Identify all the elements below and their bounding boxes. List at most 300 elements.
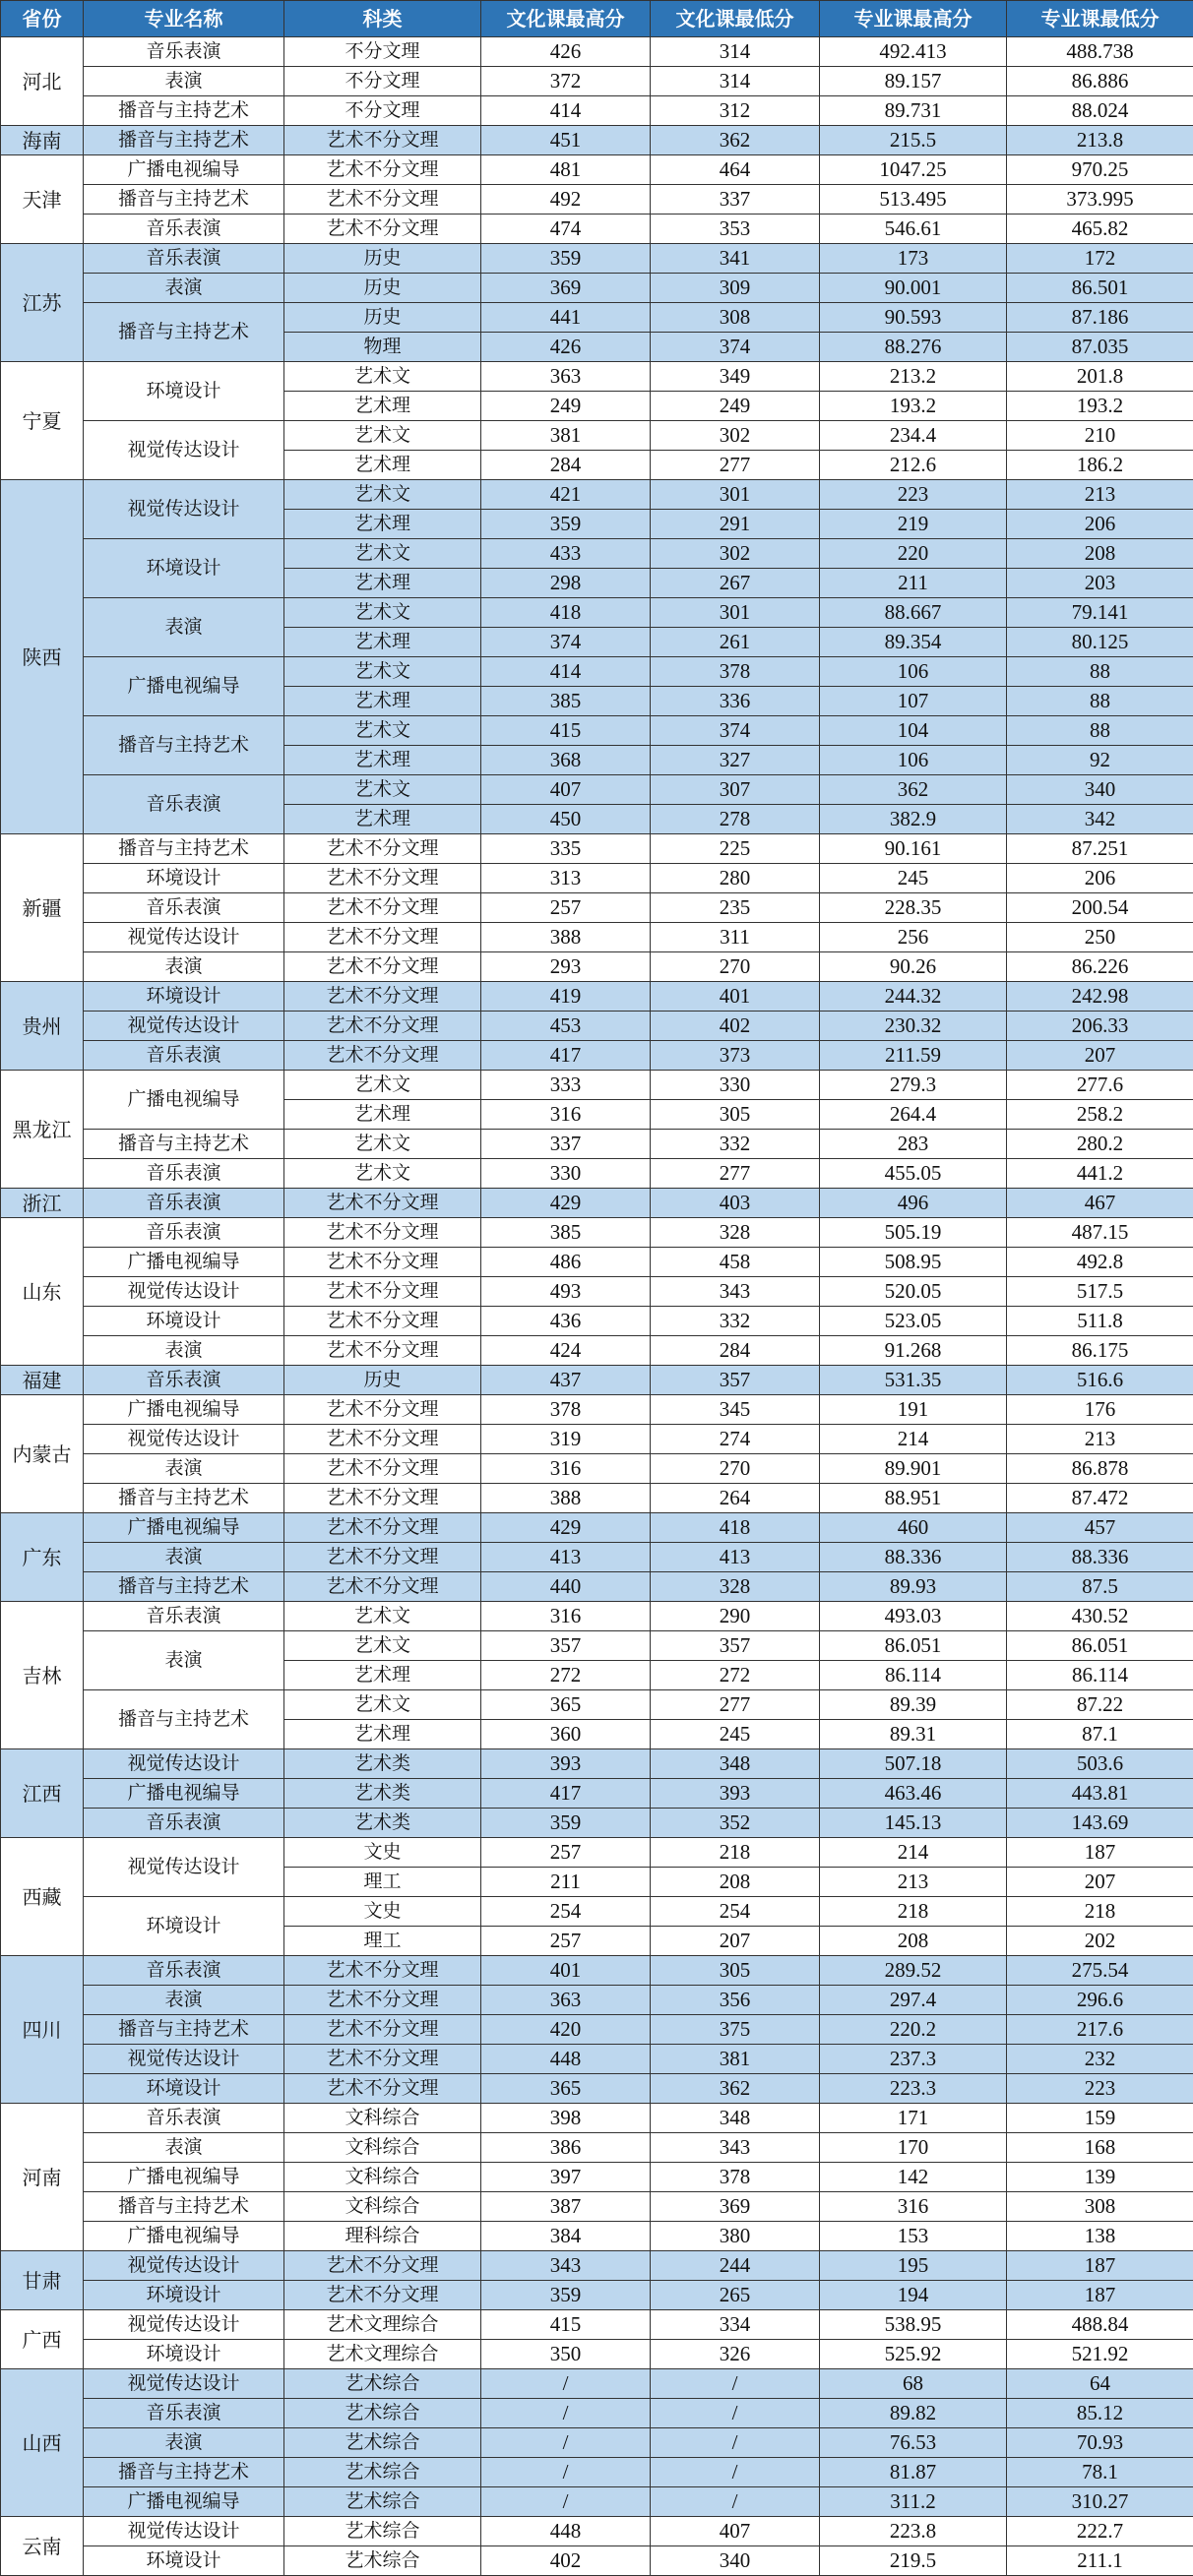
category-cell: 理科综合 bbox=[284, 2222, 481, 2251]
major-max-cell: 153 bbox=[820, 2222, 1007, 2251]
category-cell: 艺术不分文理 bbox=[284, 1336, 481, 1366]
major-max-cell: 382.9 bbox=[820, 805, 1007, 834]
culture-max-cell: 413 bbox=[481, 1543, 651, 1572]
category-cell: 艺术理 bbox=[284, 392, 481, 421]
major-cell: 播音与主持艺术 bbox=[84, 185, 284, 215]
culture-min-cell: 290 bbox=[651, 1602, 820, 1631]
culture-min-cell: 265 bbox=[651, 2281, 820, 2310]
culture-min-cell: / bbox=[651, 2458, 820, 2487]
table-row bbox=[1, 362, 1193, 392]
culture-max-cell: / bbox=[481, 2369, 651, 2399]
culture-max-cell: 333 bbox=[481, 1071, 651, 1100]
major-cell: 视觉传达设计 bbox=[84, 2045, 284, 2074]
culture-min-cell: 375 bbox=[651, 2015, 820, 2045]
culture-min-cell: 330 bbox=[651, 1071, 820, 1100]
category-cell: 艺术不分文理 bbox=[284, 2281, 481, 2310]
culture-min-cell: 348 bbox=[651, 2104, 820, 2133]
province-cell: 宁夏 bbox=[1, 362, 84, 480]
culture-min-cell: 312 bbox=[651, 96, 820, 126]
category-cell: 艺术不分文理 bbox=[284, 923, 481, 952]
major-min-cell: 86.878 bbox=[1007, 1454, 1193, 1484]
category-cell: 艺术文 bbox=[284, 1130, 481, 1159]
major-cell: 播音与主持艺术 bbox=[84, 2458, 284, 2487]
culture-min-cell: 208 bbox=[651, 1868, 820, 1897]
culture-min-cell: 458 bbox=[651, 1248, 820, 1277]
major-min-cell: 87.251 bbox=[1007, 834, 1193, 864]
table-row bbox=[1, 96, 1193, 126]
table-row bbox=[1, 2222, 1193, 2251]
culture-max-cell: 330 bbox=[481, 1159, 651, 1189]
major-cell: 音乐表演 bbox=[84, 1189, 284, 1218]
culture-max-cell: 417 bbox=[481, 1779, 651, 1809]
province-cell: 山东 bbox=[1, 1218, 84, 1366]
culture-min-cell: 362 bbox=[651, 2074, 820, 2104]
major-cell: 播音与主持艺术 bbox=[84, 1572, 284, 1602]
major-cell: 广播电视编导 bbox=[84, 657, 284, 716]
major-min-cell: 242.98 bbox=[1007, 982, 1193, 1012]
culture-max-cell: 363 bbox=[481, 362, 651, 392]
category-cell: 艺术文 bbox=[284, 1071, 481, 1100]
major-min-cell: 222.7 bbox=[1007, 2517, 1193, 2546]
culture-min-cell: / bbox=[651, 2487, 820, 2517]
culture-min-cell: / bbox=[651, 2428, 820, 2458]
major-max-cell: 106 bbox=[820, 657, 1007, 687]
province-cell: 浙江 bbox=[1, 1189, 84, 1218]
culture-min-cell: 274 bbox=[651, 1425, 820, 1454]
culture-max-cell: 387 bbox=[481, 2192, 651, 2222]
table-row bbox=[1, 2015, 1193, 2045]
category-cell: 物理 bbox=[284, 333, 481, 362]
culture-min-cell: 284 bbox=[651, 1336, 820, 1366]
culture-max-cell: 313 bbox=[481, 864, 651, 893]
major-cell: 视觉传达设计 bbox=[84, 1012, 284, 1041]
major-min-cell: 223 bbox=[1007, 2074, 1193, 2104]
major-max-cell: 211.59 bbox=[820, 1041, 1007, 1071]
category-cell: 艺术不分文理 bbox=[284, 2015, 481, 2045]
major-min-cell: 87.5 bbox=[1007, 1572, 1193, 1602]
major-max-cell: 89.901 bbox=[820, 1454, 1007, 1484]
table-row bbox=[1, 1336, 1193, 1366]
culture-max-cell: 451 bbox=[481, 126, 651, 155]
major-min-cell: 206 bbox=[1007, 510, 1193, 539]
major-max-cell: 264.4 bbox=[820, 1100, 1007, 1130]
major-min-cell: 280.2 bbox=[1007, 1130, 1193, 1159]
major-max-cell: 223 bbox=[820, 480, 1007, 510]
culture-min-cell: 267 bbox=[651, 569, 820, 598]
category-cell: 历史 bbox=[284, 303, 481, 333]
category-cell: 文科综合 bbox=[284, 2104, 481, 2133]
major-max-cell: 88.667 bbox=[820, 598, 1007, 628]
major-max-cell: 89.93 bbox=[820, 1572, 1007, 1602]
culture-max-cell: 211 bbox=[481, 1868, 651, 1897]
culture-min-cell: 380 bbox=[651, 2222, 820, 2251]
culture-max-cell: 474 bbox=[481, 215, 651, 244]
table-row bbox=[1, 2546, 1193, 2576]
province-cell: 天津 bbox=[1, 155, 84, 244]
major-cell: 视觉传达设计 bbox=[84, 480, 284, 539]
table-row bbox=[1, 1897, 1193, 1927]
culture-min-cell: 334 bbox=[651, 2310, 820, 2340]
category-cell: 艺术不分文理 bbox=[284, 2251, 481, 2281]
major-min-cell: 488.84 bbox=[1007, 2310, 1193, 2340]
major-min-cell: 176 bbox=[1007, 1395, 1193, 1425]
category-cell: 艺术不分文理 bbox=[284, 1041, 481, 1071]
culture-max-cell: 257 bbox=[481, 1927, 651, 1956]
category-cell: 艺术不分文理 bbox=[284, 1248, 481, 1277]
major-max-cell: 507.18 bbox=[820, 1749, 1007, 1779]
table-row bbox=[1, 1159, 1193, 1189]
major-cell: 广播电视编导 bbox=[84, 1071, 284, 1130]
major-max-cell: 223.8 bbox=[820, 2517, 1007, 2546]
major-min-cell: 88 bbox=[1007, 716, 1193, 746]
major-max-cell: 223.3 bbox=[820, 2074, 1007, 2104]
culture-max-cell: 337 bbox=[481, 1130, 651, 1159]
major-max-cell: 170 bbox=[820, 2133, 1007, 2163]
major-min-cell: 85.12 bbox=[1007, 2399, 1193, 2428]
province-cell: 吉林 bbox=[1, 1602, 84, 1749]
category-cell: 文科综合 bbox=[284, 2133, 481, 2163]
table-row bbox=[1, 2487, 1193, 2517]
category-cell: 艺术综合 bbox=[284, 2458, 481, 2487]
table-row bbox=[1, 421, 1193, 451]
table-row bbox=[1, 1986, 1193, 2015]
major-max-cell: 215.5 bbox=[820, 126, 1007, 155]
table-row bbox=[1, 155, 1193, 185]
col-header-category: 科类 bbox=[284, 1, 481, 37]
culture-max-cell: 418 bbox=[481, 598, 651, 628]
culture-max-cell: 493 bbox=[481, 1277, 651, 1307]
culture-max-cell: / bbox=[481, 2458, 651, 2487]
major-max-cell: 523.05 bbox=[820, 1307, 1007, 1336]
major-max-cell: 289.52 bbox=[820, 1956, 1007, 1986]
culture-max-cell: / bbox=[481, 2399, 651, 2428]
category-cell: 艺术不分文理 bbox=[284, 1395, 481, 1425]
category-cell: 艺术不分文理 bbox=[284, 952, 481, 982]
culture-max-cell: 369 bbox=[481, 274, 651, 303]
major-min-cell: 138 bbox=[1007, 2222, 1193, 2251]
col-header-culture-min: 文化课最低分 bbox=[651, 1, 820, 37]
major-cell: 广播电视编导 bbox=[84, 1248, 284, 1277]
table-row bbox=[1, 2428, 1193, 2458]
culture-min-cell: 464 bbox=[651, 155, 820, 185]
culture-max-cell: 388 bbox=[481, 1484, 651, 1513]
category-cell: 艺术不分文理 bbox=[284, 834, 481, 864]
category-cell: 艺术不分文理 bbox=[284, 2074, 481, 2104]
major-max-cell: 505.19 bbox=[820, 1218, 1007, 1248]
major-max-cell: 212.6 bbox=[820, 451, 1007, 480]
culture-max-cell: 426 bbox=[481, 333, 651, 362]
culture-min-cell: 301 bbox=[651, 598, 820, 628]
table-row bbox=[1, 244, 1193, 274]
category-cell: 艺术文 bbox=[284, 480, 481, 510]
table-row bbox=[1, 1248, 1193, 1277]
major-max-cell: 214 bbox=[820, 1425, 1007, 1454]
table-row bbox=[1, 2310, 1193, 2340]
culture-min-cell: 277 bbox=[651, 1690, 820, 1720]
major-cell: 表演 bbox=[84, 2428, 284, 2458]
major-min-cell: 70.93 bbox=[1007, 2428, 1193, 2458]
major-cell: 环境设计 bbox=[84, 2340, 284, 2369]
culture-min-cell: 336 bbox=[651, 687, 820, 716]
culture-min-cell: 418 bbox=[651, 1513, 820, 1543]
major-max-cell: 279.3 bbox=[820, 1071, 1007, 1100]
culture-max-cell: 419 bbox=[481, 982, 651, 1012]
province-cell: 云南 bbox=[1, 2517, 84, 2576]
culture-min-cell: 356 bbox=[651, 1986, 820, 2015]
major-min-cell: 275.54 bbox=[1007, 1956, 1193, 1986]
major-max-cell: 520.05 bbox=[820, 1277, 1007, 1307]
culture-max-cell: 440 bbox=[481, 1572, 651, 1602]
major-max-cell: 219 bbox=[820, 510, 1007, 539]
table-row bbox=[1, 1366, 1193, 1395]
table-row bbox=[1, 2399, 1193, 2428]
major-max-cell: 311.2 bbox=[820, 2487, 1007, 2517]
category-cell: 艺术不分文理 bbox=[284, 1425, 481, 1454]
col-header-major: 专业名称 bbox=[84, 1, 284, 37]
table-row bbox=[1, 657, 1193, 687]
culture-min-cell: 374 bbox=[651, 716, 820, 746]
category-cell: 艺术不分文理 bbox=[284, 1543, 481, 1572]
culture-max-cell: 414 bbox=[481, 96, 651, 126]
major-max-cell: 106 bbox=[820, 746, 1007, 775]
culture-min-cell: 207 bbox=[651, 1927, 820, 1956]
major-min-cell: 511.8 bbox=[1007, 1307, 1193, 1336]
major-max-cell: 460 bbox=[820, 1513, 1007, 1543]
major-max-cell: 104 bbox=[820, 716, 1007, 746]
category-cell: 文史 bbox=[284, 1838, 481, 1868]
major-max-cell: 496 bbox=[820, 1189, 1007, 1218]
major-min-cell: 970.25 bbox=[1007, 155, 1193, 185]
province-cell: 甘肃 bbox=[1, 2251, 84, 2310]
table-row bbox=[1, 1809, 1193, 1838]
table-row bbox=[1, 1690, 1193, 1720]
table-row bbox=[1, 2251, 1193, 2281]
table-row bbox=[1, 2045, 1193, 2074]
table-row bbox=[1, 480, 1193, 510]
category-cell: 艺术不分文理 bbox=[284, 1189, 481, 1218]
major-min-cell: 206.33 bbox=[1007, 1012, 1193, 1041]
culture-max-cell: 350 bbox=[481, 2340, 651, 2369]
culture-max-cell: 368 bbox=[481, 746, 651, 775]
major-min-cell: 467 bbox=[1007, 1189, 1193, 1218]
culture-min-cell: 225 bbox=[651, 834, 820, 864]
category-cell: 艺术类 bbox=[284, 1749, 481, 1779]
category-cell: 艺术类 bbox=[284, 1809, 481, 1838]
major-cell: 视觉传达设计 bbox=[84, 1425, 284, 1454]
major-min-cell: 186.2 bbox=[1007, 451, 1193, 480]
major-max-cell: 1047.25 bbox=[820, 155, 1007, 185]
category-cell: 艺术理 bbox=[284, 746, 481, 775]
culture-max-cell: 429 bbox=[481, 1513, 651, 1543]
culture-min-cell: 301 bbox=[651, 480, 820, 510]
major-max-cell: 145.13 bbox=[820, 1809, 1007, 1838]
category-cell: 艺术不分文理 bbox=[284, 1218, 481, 1248]
culture-max-cell: 249 bbox=[481, 392, 651, 421]
major-max-cell: 191 bbox=[820, 1395, 1007, 1425]
table-row bbox=[1, 1602, 1193, 1631]
table-row bbox=[1, 2517, 1193, 2546]
culture-min-cell: 402 bbox=[651, 1012, 820, 1041]
table-row bbox=[1, 1454, 1193, 1484]
table-row bbox=[1, 539, 1193, 569]
category-cell: 艺术文 bbox=[284, 1602, 481, 1631]
culture-max-cell: 415 bbox=[481, 2310, 651, 2340]
major-cell: 视觉传达设计 bbox=[84, 2310, 284, 2340]
major-cell: 环境设计 bbox=[84, 2546, 284, 2576]
major-min-cell: 86.175 bbox=[1007, 1336, 1193, 1366]
province-cell: 贵州 bbox=[1, 982, 84, 1071]
major-cell: 环境设计 bbox=[84, 982, 284, 1012]
major-max-cell: 208 bbox=[820, 1927, 1007, 1956]
major-min-cell: 373.995 bbox=[1007, 185, 1193, 215]
major-min-cell: 503.6 bbox=[1007, 1749, 1193, 1779]
major-min-cell: 87.1 bbox=[1007, 1720, 1193, 1749]
culture-max-cell: 254 bbox=[481, 1897, 651, 1927]
major-cell: 环境设计 bbox=[84, 1307, 284, 1336]
culture-min-cell: 340 bbox=[651, 2546, 820, 2576]
culture-min-cell: 348 bbox=[651, 1749, 820, 1779]
major-cell: 音乐表演 bbox=[84, 2399, 284, 2428]
major-min-cell: 492.8 bbox=[1007, 1248, 1193, 1277]
culture-min-cell: 357 bbox=[651, 1366, 820, 1395]
major-min-cell: 340 bbox=[1007, 775, 1193, 805]
culture-max-cell: 359 bbox=[481, 510, 651, 539]
major-max-cell: 88.336 bbox=[820, 1543, 1007, 1572]
culture-min-cell: 264 bbox=[651, 1484, 820, 1513]
category-cell: 艺术理 bbox=[284, 1720, 481, 1749]
province-cell: 新疆 bbox=[1, 834, 84, 982]
table-row bbox=[1, 598, 1193, 628]
table-row bbox=[1, 1189, 1193, 1218]
table-row bbox=[1, 1779, 1193, 1809]
culture-min-cell: 369 bbox=[651, 2192, 820, 2222]
major-cell: 播音与主持艺术 bbox=[84, 1690, 284, 1749]
category-cell: 艺术理 bbox=[284, 628, 481, 657]
category-cell: 艺术不分文理 bbox=[284, 1986, 481, 2015]
major-max-cell: 245 bbox=[820, 864, 1007, 893]
category-cell: 艺术不分文理 bbox=[284, 2045, 481, 2074]
major-max-cell: 230.32 bbox=[820, 1012, 1007, 1041]
major-cell: 视觉传达设计 bbox=[84, 2251, 284, 2281]
table-row bbox=[1, 1484, 1193, 1513]
category-cell: 艺术不分文理 bbox=[284, 1307, 481, 1336]
major-cell: 播音与主持艺术 bbox=[84, 96, 284, 126]
major-cell: 播音与主持艺术 bbox=[84, 2015, 284, 2045]
major-max-cell: 283 bbox=[820, 1130, 1007, 1159]
culture-min-cell: 401 bbox=[651, 982, 820, 1012]
major-cell: 音乐表演 bbox=[84, 1159, 284, 1189]
major-max-cell: 142 bbox=[820, 2163, 1007, 2192]
culture-max-cell: 363 bbox=[481, 1986, 651, 2015]
province-cell: 山西 bbox=[1, 2369, 84, 2517]
major-max-cell: 213.2 bbox=[820, 362, 1007, 392]
culture-min-cell: 272 bbox=[651, 1661, 820, 1690]
major-cell: 表演 bbox=[84, 2133, 284, 2163]
table-row bbox=[1, 2163, 1193, 2192]
major-max-cell: 219.5 bbox=[820, 2546, 1007, 2576]
culture-min-cell: 407 bbox=[651, 2517, 820, 2546]
major-max-cell: 86.114 bbox=[820, 1661, 1007, 1690]
category-cell: 历史 bbox=[284, 244, 481, 274]
culture-min-cell: 343 bbox=[651, 1277, 820, 1307]
major-max-cell: 493.03 bbox=[820, 1602, 1007, 1631]
culture-min-cell: 337 bbox=[651, 185, 820, 215]
table-row bbox=[1, 2192, 1193, 2222]
culture-min-cell: 235 bbox=[651, 893, 820, 923]
culture-max-cell: / bbox=[481, 2487, 651, 2517]
culture-min-cell: 403 bbox=[651, 1189, 820, 1218]
culture-min-cell: 381 bbox=[651, 2045, 820, 2074]
major-max-cell: 81.87 bbox=[820, 2458, 1007, 2487]
major-min-cell: 193.2 bbox=[1007, 392, 1193, 421]
major-cell: 表演 bbox=[84, 1986, 284, 2015]
major-max-cell: 316 bbox=[820, 2192, 1007, 2222]
major-min-cell: 213 bbox=[1007, 1425, 1193, 1454]
major-min-cell: 487.15 bbox=[1007, 1218, 1193, 1248]
major-max-cell: 89.354 bbox=[820, 628, 1007, 657]
category-cell: 艺术文 bbox=[284, 1631, 481, 1661]
table-row bbox=[1, 1071, 1193, 1100]
category-cell: 艺术综合 bbox=[284, 2546, 481, 2576]
major-cell: 视觉传达设计 bbox=[84, 1277, 284, 1307]
major-cell: 环境设计 bbox=[84, 539, 284, 598]
culture-max-cell: 420 bbox=[481, 2015, 651, 2045]
category-cell: 艺术综合 bbox=[284, 2399, 481, 2428]
major-max-cell: 455.05 bbox=[820, 1159, 1007, 1189]
major-min-cell: 168 bbox=[1007, 2133, 1193, 2163]
province-cell: 江苏 bbox=[1, 244, 84, 362]
major-max-cell: 508.95 bbox=[820, 1248, 1007, 1277]
culture-min-cell: 314 bbox=[651, 37, 820, 67]
culture-max-cell: 486 bbox=[481, 1248, 651, 1277]
col-header-major-min: 专业课最低分 bbox=[1007, 1, 1193, 37]
major-max-cell: 531.35 bbox=[820, 1366, 1007, 1395]
culture-max-cell: 272 bbox=[481, 1661, 651, 1690]
major-min-cell: 441.2 bbox=[1007, 1159, 1193, 1189]
province-cell: 四川 bbox=[1, 1956, 84, 2104]
culture-max-cell: 257 bbox=[481, 893, 651, 923]
table-row bbox=[1, 1956, 1193, 1986]
major-cell: 环境设计 bbox=[84, 1897, 284, 1956]
culture-min-cell: 277 bbox=[651, 1159, 820, 1189]
major-min-cell: 203 bbox=[1007, 569, 1193, 598]
major-min-cell: 207 bbox=[1007, 1868, 1193, 1897]
major-max-cell: 90.001 bbox=[820, 274, 1007, 303]
major-cell: 广播电视编导 bbox=[84, 155, 284, 185]
major-min-cell: 187 bbox=[1007, 2281, 1193, 2310]
major-cell: 播音与主持艺术 bbox=[84, 126, 284, 155]
table-row bbox=[1, 775, 1193, 805]
table-row bbox=[1, 185, 1193, 215]
major-min-cell: 87.472 bbox=[1007, 1484, 1193, 1513]
major-min-cell: 310.27 bbox=[1007, 2487, 1193, 2517]
major-min-cell: 208 bbox=[1007, 539, 1193, 569]
major-cell: 环境设计 bbox=[84, 2074, 284, 2104]
culture-min-cell: 218 bbox=[651, 1838, 820, 1868]
category-cell: 艺术理 bbox=[284, 687, 481, 716]
culture-min-cell: 374 bbox=[651, 333, 820, 362]
category-cell: 艺术文 bbox=[284, 598, 481, 628]
major-min-cell: 218 bbox=[1007, 1897, 1193, 1927]
category-cell: 艺术理 bbox=[284, 805, 481, 834]
culture-max-cell: 450 bbox=[481, 805, 651, 834]
culture-max-cell: 384 bbox=[481, 2222, 651, 2251]
category-cell: 艺术文理综合 bbox=[284, 2310, 481, 2340]
major-max-cell: 193.2 bbox=[820, 392, 1007, 421]
major-min-cell: 187 bbox=[1007, 1838, 1193, 1868]
table-row bbox=[1, 1425, 1193, 1454]
culture-min-cell: 393 bbox=[651, 1779, 820, 1809]
